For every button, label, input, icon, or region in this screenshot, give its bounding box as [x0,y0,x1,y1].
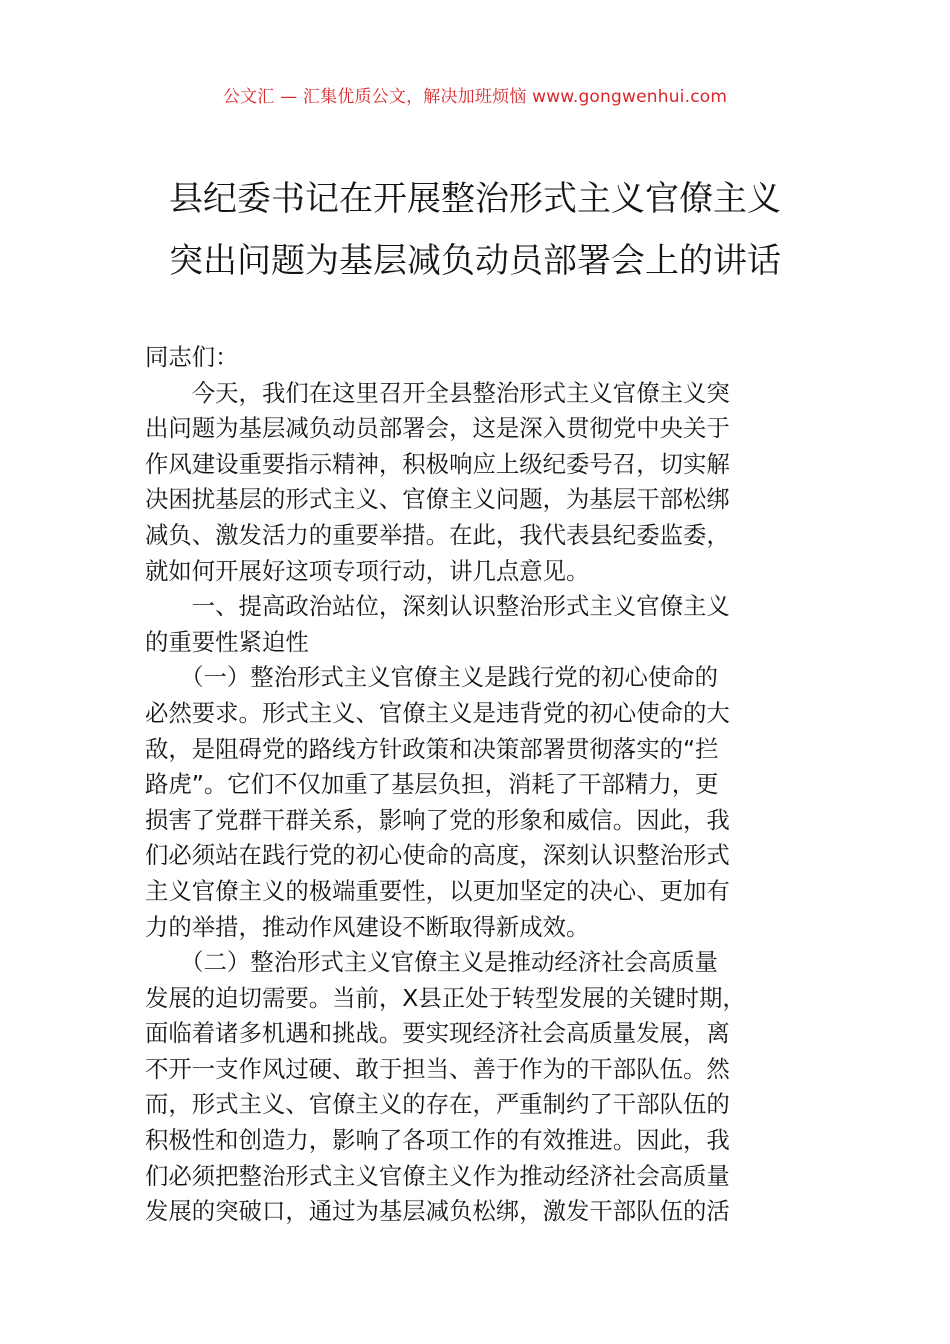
body-line: 而，形式主义、官僚主义的存在，严重制约了干部队伍的 [145,1090,730,1119]
body-line: 路虎”。它们不仅加重了基层负担，消耗了干部精力，更 [145,770,719,799]
salutation: 同志们： [145,343,239,371]
body-line: 发展的突破口，通过为基层减负松绑，激发干部队伍的活 [145,1197,730,1226]
body-line: 决困扰基层的形式主义、官僚主义问题，为基层干部松绑 [145,485,730,514]
body-line: 不开一支作风过硬、敢于担当、善于作为的干部队伍。然 [145,1054,730,1083]
body-line: 积极性和创造力，影响了各项工作的有效推进。因此，我 [145,1126,730,1155]
document-title [60,168,890,292]
body-line: 敌，是阻碍党的路线方针政策和决策部署贯彻落实的“拦 [145,734,719,763]
section-heading: 一、提高政治站位，深刻认识整治形式主义官僚主义 [145,592,730,621]
body-line: 面临着诸多机遇和挑战。要实现经济社会高质量发展，离 [145,1019,730,1048]
body-line: 损害了党群干群关系，影响了党的形象和威信。因此，我 [145,805,730,834]
body-line: （一）整治形式主义官僚主义是践行党的初心使命的 [145,663,719,692]
body-line: 力的举措，推动作风建设不断取得新成效。 [145,912,590,941]
body-line: 们必须把整治形式主义官僚主义作为推动经济社会高质量 [145,1161,730,1190]
body-line: 减负、激发活力的重要举措。在此，我代表县纪委监委， [145,520,730,549]
title-line: 县纪委书记在开展整治形式主义官僚主义 [169,179,781,219]
site-banner: 公文汇 — 汇集优质公文，解决加班烦恼 www.gongwenhui.com [222,87,728,107]
body-line: 主义官僚主义的极端重要性，以更加坚定的决心、更加有 [145,876,730,905]
body-line: 发展的迫切需要。当前，X县正处于转型发展的关键时期， [145,983,746,1012]
body-line: 就如何开展好这项专项行动，讲几点意见。 [145,556,590,585]
body-line: 作风建设重要指示精神，积极响应上级纪委号召，切实解 [145,449,730,478]
body-line: 出问题为基层减负动员部署会，这是深入贯彻党中央关于 [145,414,730,443]
title-line: 突出问题为基层减负动员部署会上的讲话 [169,241,781,281]
document-body [145,340,807,1230]
section-heading: 的重要性紧迫性 [145,627,309,656]
body-line: 今天，我们在这里召开全县整治形式主义官僚主义突 [145,378,730,407]
body-line: 们必须站在践行党的初心使命的高度，深刻认识整治形式 [145,841,730,870]
body-line: 必然要求。形式主义、官僚主义是违背党的初心使命的大 [145,698,730,727]
body-line: （二）整治形式主义官僚主义是推动经济社会高质量 [145,948,719,977]
